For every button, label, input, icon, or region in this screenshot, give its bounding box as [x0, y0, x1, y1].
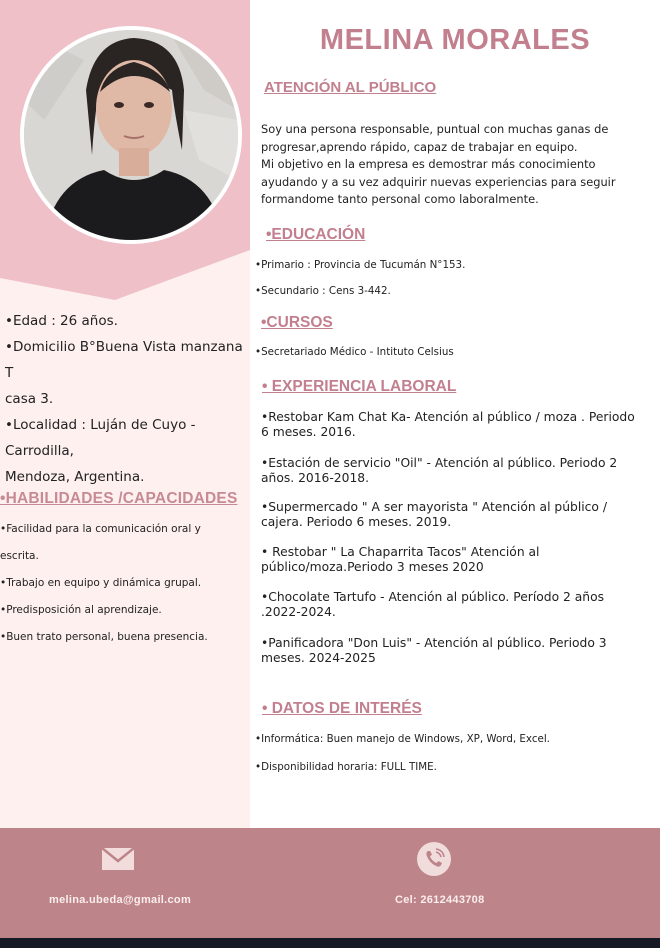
experience-line: •Panificadora "Don Luis" - Atención al público. Periodo 3 [261, 636, 607, 650]
experience-item [261, 545, 641, 575]
experience-line: •Restobar Kam Chat Ka- Atención al público / moza . Periodo [261, 410, 635, 424]
profile-line: progresar,aprendo rápido, capaz de trabajar en equipo. [261, 139, 578, 154]
profile-line: Mi objetivo en la empresa es demostrar más conocimiento [261, 157, 596, 171]
interest-item: •Disponibilidad horaria: FULL TIME. [255, 761, 437, 773]
experience-item [261, 410, 641, 440]
interests-heading: • DATOS DE INTERÉS [262, 700, 422, 717]
experience-item [261, 636, 641, 666]
experience-line: • Restobar " La Chaparrita Tacos" Atención al [261, 545, 540, 559]
experience-item [261, 456, 641, 486]
skill-item: •Facilidad para la comunicación oral y [0, 523, 201, 535]
bottom-bar [0, 938, 660, 948]
experience-item [261, 500, 641, 530]
email-text[interactable]: melina.ubeda@gmail.com [49, 894, 192, 906]
age-text: •Edad : 26 años. [5, 313, 118, 329]
skill-item: •Trabajo en equipo y dinámica grupal. [0, 577, 202, 589]
phone-icon [417, 842, 451, 876]
envelope-icon [102, 848, 134, 874]
experience-line: público/moza.Periodo 3 meses 2020 [261, 560, 484, 574]
skill-item: escrita. [0, 550, 39, 562]
education-item: •Primario : Provincia de Tucumán N°153. [255, 259, 466, 271]
address-text-cont: casa 3. [5, 391, 54, 407]
profile-line: ayudando y a su vez adquirir nuevas experiencias para seguir [261, 174, 616, 189]
skills-heading: •HABILIDADES /CAPACIDADES [0, 490, 238, 507]
courses-heading: •CURSOS [261, 314, 333, 331]
skill-item: •Predisposición al aprendizaje. [0, 604, 162, 616]
experience-heading: • EXPERIENCIA LABORAL [262, 378, 457, 395]
experience-line: años. 2016-2018. [261, 471, 370, 485]
experience-line: •Estación de servicio "Oil" - Atención al público. Periodo 2 [261, 456, 618, 470]
profile-photo [20, 26, 242, 244]
phone-text[interactable]: Cel: 2612443708 [395, 894, 485, 906]
experience-line: .2022-2024. [261, 605, 336, 619]
experience-line: •Chocolate Tartufo - Atención al público. Período 2 años [261, 590, 605, 604]
profile-heading: ATENCIÓN AL PÚBLICO [264, 79, 437, 96]
experience-line: meses. 2024-2025 [261, 651, 376, 665]
education-heading: •EDUCACIÓN [266, 226, 366, 243]
skills-list [0, 516, 208, 651]
interest-item: •Informática: Buen manejo de Windows, XP, Word, Excel. [255, 733, 550, 745]
experience-item [261, 590, 641, 620]
experience-line: cajera. Periodo 6 meses. 2019. [261, 515, 452, 529]
experience-line: •Supermercado " A ser mayorista " Atención al público / [261, 500, 607, 514]
experience-line: 6 meses. 2016. [261, 425, 356, 439]
profile-line: formandome tanto personal como laboralmente. [261, 192, 539, 206]
location-text-cont: Mendoza, Argentina. [5, 469, 145, 485]
profile-line: Soy una persona responsable, puntual con muchas ganas de [261, 122, 609, 136]
profile-summary [261, 121, 631, 209]
course-item: •Secretariado Médico - Intituto Celsius [255, 346, 454, 358]
address-text: •Domicilio B°Buena Vista manzana T [5, 339, 243, 381]
person-name: MELINA MORALES [319, 24, 591, 56]
skill-item: •Buen trato personal, buena presencia. [0, 631, 208, 643]
contact-footer [0, 828, 660, 938]
location-text: •Localidad : Luján de Cuyo -Carrodilla, [5, 417, 196, 459]
education-item: •Secundario : Cens 3-442. [255, 285, 391, 297]
personal-info [5, 308, 255, 490]
